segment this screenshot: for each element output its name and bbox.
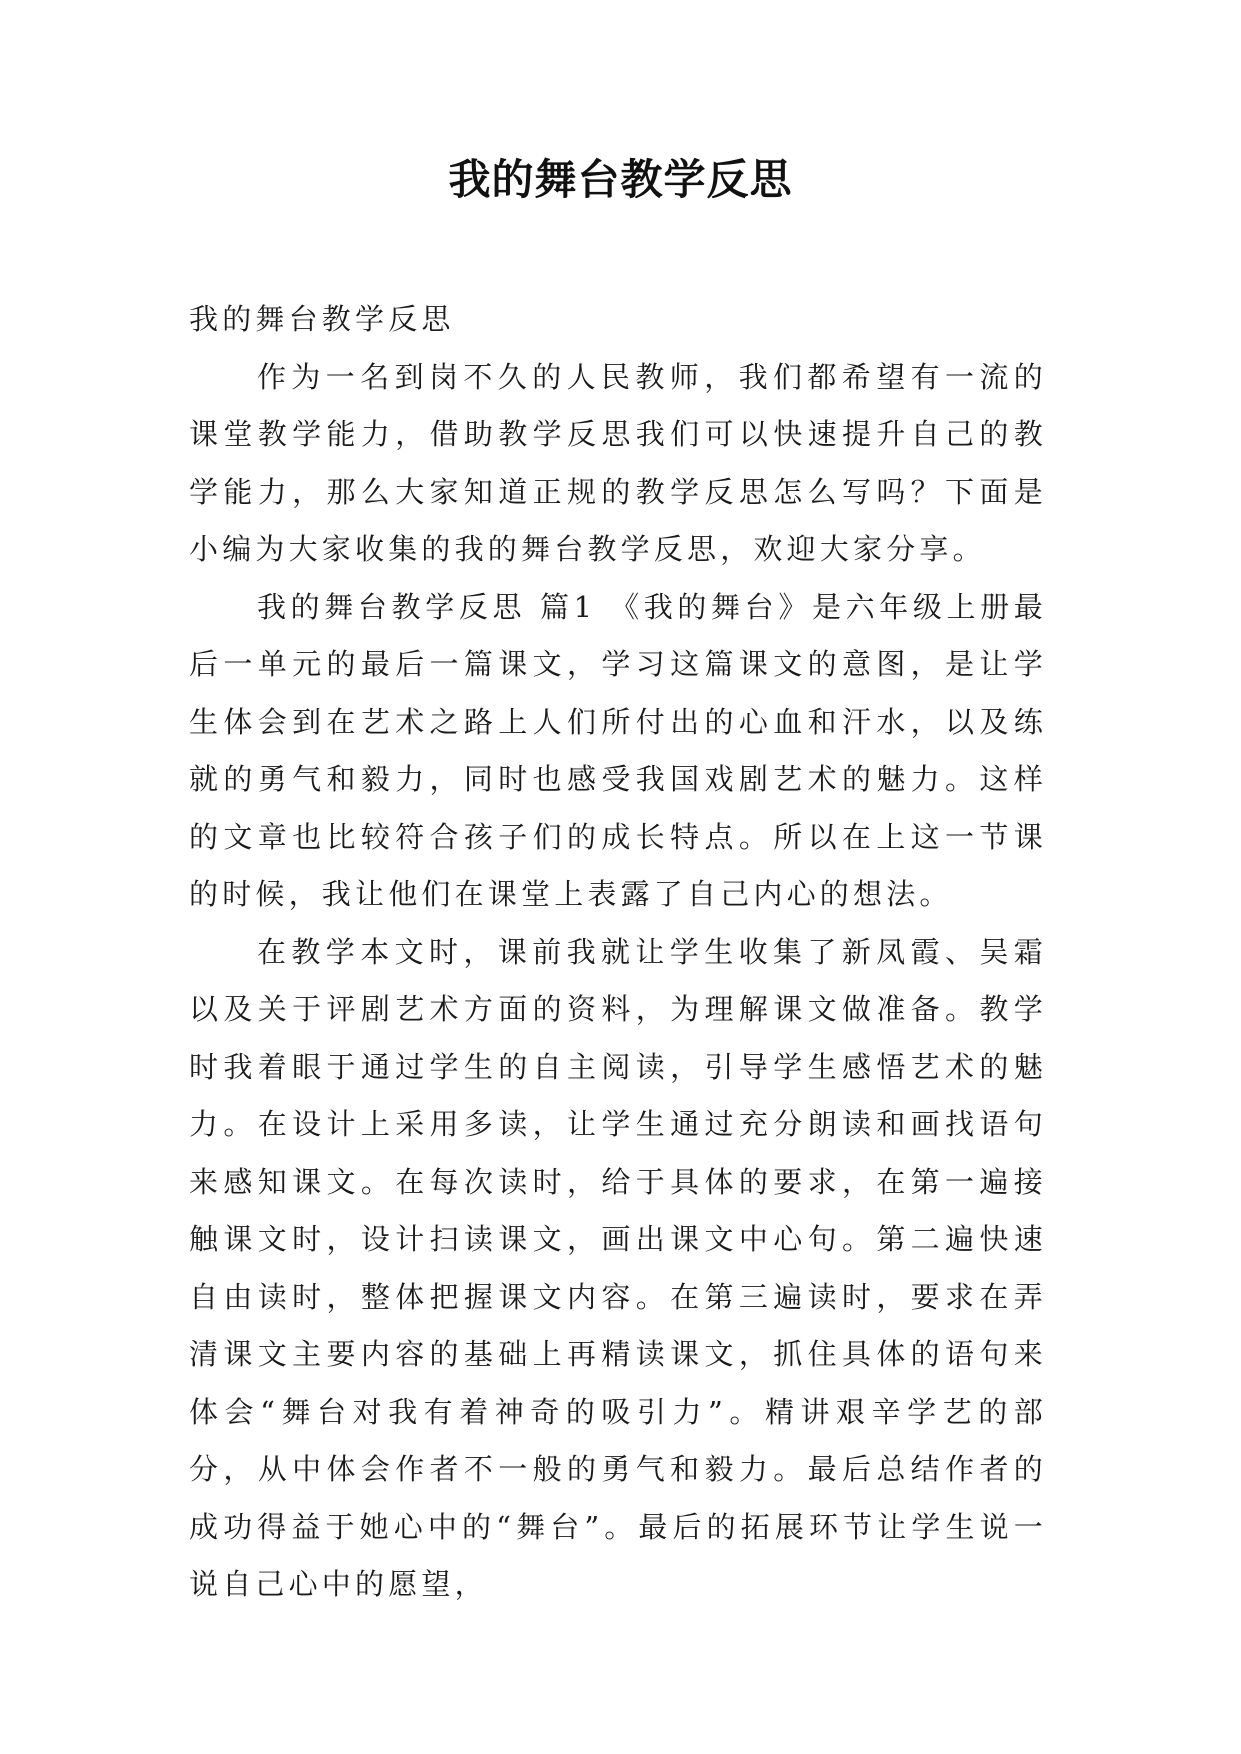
body-paragraph-intro: 作为一名到岗不久的人民教师，我们都希望有一流的课堂教学能力，借助教学反思我们可以快速提升自己的教学能力，那么大家知道正规的教学反思怎么写吗？下面是小编为大家收集的我的舞台教学反思，欢迎大家分享。 <box>189 359 1047 566</box>
body-subtitle: 我的舞台教学反思 <box>189 302 455 336</box>
body-paragraph-1: 我的舞台教学反思 篇1 《我的舞台》是六年级上册最后一单元的最后一篇课文，学习这篇课文的意图，是让学生体会到在艺术之路上人们所付出的心血和汗水，以及练就的勇气和毅力，同时也感受我国戏剧艺术的魅力。这样的文章也比较符合孩子们的成长特点。所以在上这一节课的时候，我让他们在课堂上表露了自己内心的想法。 <box>189 589 1047 911</box>
document-title: 我的舞台教学反思 <box>448 155 793 204</box>
body-paragraph-2: 在教学本文时，课前我就让学生收集了新凤霞、吴霜以及关于评剧艺术方面的资料，为理解课文做准备。教学时我着眼于通过学生的自主阅读，引导学生感悟艺术的魅力。在设计上采用多读，让学生通过充分朗读和画找语句来感知课文。在每次读时，给于具体的要求，在第一遍接触课文时，设计扫读课文，画出课文中心句。第二遍快速自由读时，整体把握课文内容。在第三遍读时，要求在弄清课文主要内容的基础上再精读课文，抓住具体的语句来体会“舞台对我有着神奇的吸引力”。精讲艰辛学艺的部分，从中体会作者不一般的勇气和毅力。最后总结作者的成功得益于她心中的“舞台”。最后的拓展环节让学生说一说自己心中的愿望， <box>189 934 1047 1601</box>
document-body <box>189 291 1047 1614</box>
